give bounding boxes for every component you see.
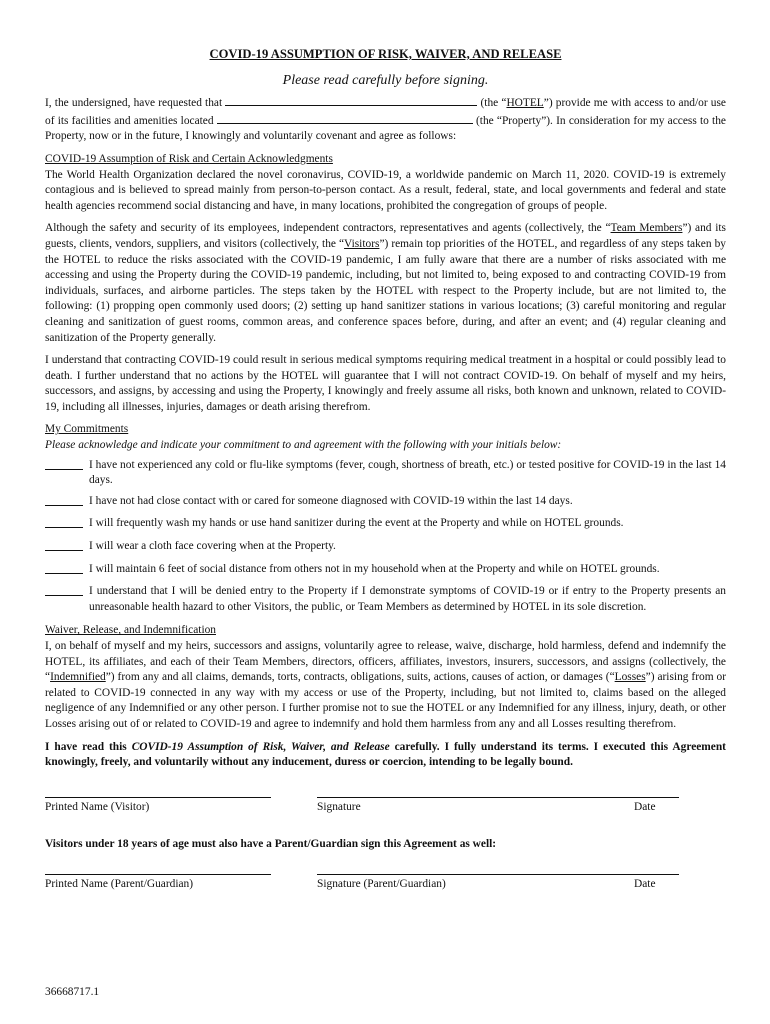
commitment-text: I will wear a cloth face covering when at the Property. (89, 540, 336, 553)
waiver-text-a: I, on behalf of myself and my heirs, successors and assigns, voluntarily agree to release, waive, discharge, hold harmless, defend and indemnify the HOTEL, its affiliates, and each of their Team Members, directors, officers, affiliates, investors, insurers, successors, and assigns (collectively, the “ (45, 640, 726, 684)
term-losses: Losses (614, 671, 646, 684)
intro-text-2: (the “ (480, 97, 507, 110)
term-team-members: Team Members (610, 222, 683, 235)
parent-signature-row (45, 874, 726, 914)
visitor-name-line[interactable] (45, 797, 271, 798)
intro-text-4: (the “Property”). In consideration for my access to the Property, now or in the future, I knowingly and voluntarily covenant and agree as follows: (45, 114, 726, 143)
p2-text-c: ”) remain top priorities of the HOTEL, and regardless of any steps taken by the HOTEL to reduce the risks associated with the COVID-19 pandemic, I am fully aware that there are a number of risks associated with me accessing and using the Property during the COVID-19 pandemic, including, but not limited to, being exposed to and contracting COVID-19 from individuals, surfaces, and airborne particles. The steps taken by the HOTEL with respect to the Property include, but are not limited to, the following: (1) propping open commonly used doors; (2) setting up hand sanitizer stations in various locations; (3) careful monitoring and regular cleaning and sanitization of guest rooms, common areas, and conference spaces before, during, and after an event; and (4) regular cleaning and sanitization of the Property generally. (45, 237, 726, 344)
parent-signature-label: Signature (Parent/Guardian) (317, 878, 446, 891)
commitment-item (45, 562, 726, 580)
commitment-item (45, 539, 726, 557)
document-subtitle: Please read carefully before signing. (282, 72, 489, 88)
assumption-paragraph-1: The World Health Organization declared the novel coronavirus, COVID-19, a worldwide pandemic on March 11, 2020. COVID-19 is extremely contagious and is believed to spread mainly from person-to-person contact. As a result, federal, state, and local governments and federal and state health agencies recommend social distancing and have, in many locations, prohibited the congregation of groups of people. (45, 168, 726, 212)
section-heading-waiver: Waiver, Release, and Indemnification (45, 624, 216, 637)
parent-printed-name-label: Printed Name (Parent/Guardian) (45, 878, 194, 891)
commitment-item (45, 494, 726, 512)
initials-field[interactable] (45, 516, 83, 528)
signature-label: Signature (317, 800, 361, 813)
term-visitors: Visitors (344, 237, 380, 250)
visitor-signature-line[interactable] (317, 797, 679, 798)
printed-name-label: Printed Name (Visitor) (45, 800, 150, 813)
hotel-name-field[interactable] (225, 94, 477, 106)
term-indemnified: Indemnified (50, 671, 106, 684)
ack-text-b: carefully. I fully understand its terms. I executed this Agreement knowingly, freely, and voluntarily without any inducement, duress or coercion, intending to be legally bound. (45, 740, 726, 769)
initials-field[interactable] (45, 562, 83, 574)
commitment-text: I have not experienced any cold or flu-like symptoms (fever, cough, shortness of breath, etc.) or tested positive for COVID-19 in the last 14 days. (89, 458, 726, 487)
parent-signature-line[interactable] (317, 874, 679, 875)
initials-field[interactable] (45, 539, 83, 551)
waiver-text-c: ”) arising from or related to COVID-19 connected in any way with my access or use of the Property, including, but not limited to, claims based on the alleged negligence of any Indemnified or any other person. I further promise not to sue the HOTEL or any Indemnified for any illness, injury, death, or other Losses arising out of or related to COVID-19 and agree to indemnify and hold them harmless from any and all Losses resulting therefrom. (45, 671, 727, 730)
commitment-item (45, 516, 726, 534)
commitment-text: I will maintain 6 feet of social distance from others not in my household when at the Property and while on HOTEL grounds. (89, 562, 660, 575)
waiver-document (45, 47, 726, 914)
section-heading-commitments: My Commitments (45, 423, 129, 436)
waiver-text-b: ”) from any and all claims, demands, torts, contracts, obligations, suits, actions, causes of action, or damages (“ (105, 671, 615, 684)
acknowledgment-paragraph (45, 740, 726, 771)
parent-date-label: Date (634, 878, 656, 891)
visitor-signature-row (45, 797, 726, 837)
ack-text-a: I have read this (45, 740, 127, 753)
commitment-item (45, 458, 726, 489)
assumption-paragraph-3: I understand that contracting COVID-19 could result in serious medical symptoms requiring medical treatment in a hospital or could possibly lead to death. I further understand that no actions by the HOTEL will guarantee that I will not contract COVID-19. On behalf of myself and my heirs, successors, and assigns, by accessing and using the Property, I knowingly and freely assume all risks, both known and unknown, related to COVID-19, including all illnesses, injuries, damages or death arising therefrom. (45, 354, 726, 413)
section-heading-assumption: COVID-19 Assumption of Risk and Certain Acknowledgments (45, 152, 333, 165)
property-location-field[interactable] (217, 112, 473, 124)
commitment-item (45, 584, 726, 615)
commitment-text: I have not had close contact with or cared for someone diagnosed with COVID-19 within the last 14 days. (89, 494, 573, 507)
intro-paragraph (45, 94, 726, 145)
hotel-term: HOTEL (506, 97, 544, 110)
intro-text-1: I, the undersigned, have requested that (45, 97, 223, 110)
assumption-paragraph-2 (45, 221, 726, 346)
document-title: COVID-19 ASSUMPTION OF RISK, WAIVER, AND RELEASE (209, 47, 562, 61)
initials-field[interactable] (45, 494, 83, 506)
p2-text-a: Although the safety and security of its employees, independent contractors, representatives and agents (collectively, the “ (45, 222, 611, 235)
document-number: 36668717.1 (45, 986, 100, 998)
waiver-paragraph (45, 639, 726, 733)
minor-notice: Visitors under 18 years of age must also have a Parent/Guardian sign this Agreement as well: (45, 837, 497, 850)
commitment-text: I understand that I will be denied entry to the Property if I demonstrate symptoms of COVID-19 or if entry to the Property presents an unreasonable health hazard to other Visitors, the public, or Team Members as determined by HOTEL in its sole discretion. (89, 585, 726, 613)
commitments-instruction: Please acknowledge and indicate your commitment to and agreement with the following with your initials below: (45, 439, 562, 452)
ack-title-italic: COVID-19 Assumption of Risk, Waiver, and Release (131, 740, 390, 753)
parent-name-line[interactable] (45, 874, 271, 875)
p2-text-b: ”) and its guests, clients, vendors, suppliers, and visitors (collectively, the “ (45, 222, 726, 250)
commitment-text: I will frequently wash my hands or use hand sanitizer during the event at the Property and while on HOTEL grounds. (89, 517, 624, 530)
intro-text-3: ”) provide me with access to and/or use of its facilities and amenities located (45, 97, 726, 127)
initials-field[interactable] (45, 584, 83, 596)
date-label: Date (634, 800, 656, 813)
initials-field[interactable] (45, 458, 83, 470)
